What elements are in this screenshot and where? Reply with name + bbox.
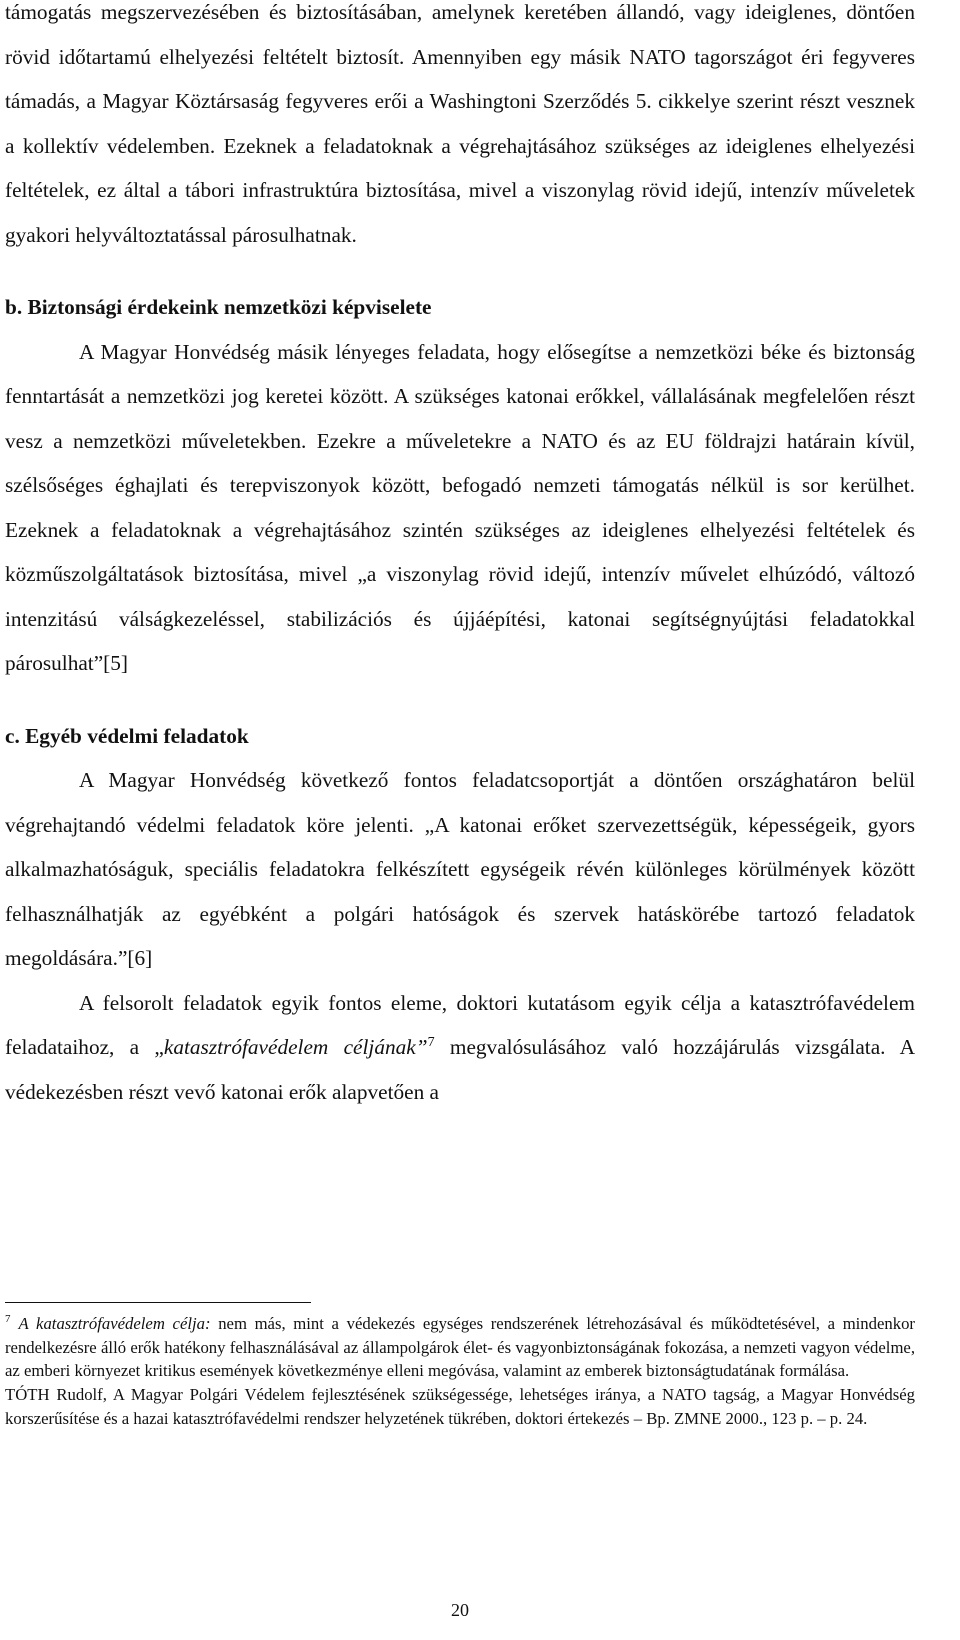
- footnotes: [5, 1312, 915, 1431]
- paragraph-4-start: A felsorolt feladatok egyik fontos eleme, doktori kutatásom egyik célja a katasztrófavédelem feladataihoz, a „: [5, 990, 915, 1059]
- footnote-separator: [5, 1302, 311, 1303]
- paragraph-2: A Magyar Honvédség másik lényeges feladata, hogy elősegítse a nemzetközi béke és biztonság fenntartását a nemzetközi jog keretei között. A szükséges katonai erőkkel, vállalásának megfelelően részt vesz a nemzetközi műveletekben. Ezekre a műveletekre a NATO és az EU földrajzi határain kívül, szélsőséges éghajlati és terepviszonyok között, befogadó nemzeti támogatás nélkül is sor kerülhet. Ezeknek a feladatoknak a végrehajtásához szintén szükséges az ideiglenes elhelyezési feltételek és közműszolgáltatások biztosítása, mivel „a viszonylag rövid idejű, intenzív művelet elhúzódó, változó intenzitású válságkezeléssel, stabilizációs és újjáépítési, katonai segítségnyújtási feladatokkal párosulhat”[5]: [5, 339, 915, 675]
- paragraph-3: A Magyar Honvédség következő fontos feladatcsoportját a döntően országhatáron belül végrehajtandó védelmi feladatok köre jelenti. „A katonai erőket szervezettségük, képességeik, gyors alkalmazhatóságuk, speciális feladatokra felkészített egységeik révén különleges körülmények között felhasználhatják az egyébként a polgári hatóságok és szervek hatáskörébe tartozó feladatok megoldására.”[6]: [5, 768, 915, 970]
- heading-c: c. Egyéb védelmi feladatok: [5, 723, 249, 748]
- document-page: [5, 0, 915, 1114]
- footnote-reference[interactable]: 7: [427, 1034, 435, 1050]
- footnote-term: A katasztrófavédelem célja:: [18, 1314, 211, 1333]
- footnote-text: nem más, mint a védekezés egységes rendszerének létrehozásával és működtetésével, a mindenkor rendelkezésre álló erők hatékony felhasználásával az állampolgárok élet- és vagyonbiztonságának fokozása, a nemzeti vagyon védelme, az emberi környezet kritikus események következménye elleni megóvása, valamint az emberek biztonságtudatának formálása.: [5, 1314, 915, 1381]
- paragraph-4-italic: katasztrófavédelem céljának”: [163, 1035, 428, 1059]
- paragraph-4: [5, 981, 915, 1115]
- spacer: [5, 686, 915, 714]
- spacer: [5, 257, 915, 285]
- paragraph-4-end: megvalósulásához való hozzájárulás vizsgálata. A védekezésben részt vevő katonai erők alapvetően a: [5, 1035, 915, 1104]
- paragraph-1: támogatás megszervezésében és biztosításában, amelynek keretében állandó, vagy ideiglenes, döntően rövid időtartamú elhelyezési feltételt biztosít. Amennyiben egy másik NATO tagországot éri fegyveres támadás, a Magyar Köztársaság fegyveres erői a Washingtoni Szerződés 5. cikkelye szerint részt vesznek a kollektív védelemben. Ezeknek a feladatoknak a végrehajtásához szükséges az ideiglenes elhelyezési feltételek, ez által a tábori infrastruktúra biztosítása, mivel a viszonylag rövid idejű, intenzív műveletek gyakori helyváltoztatással párosulhatnak.: [5, 0, 915, 247]
- footnote-number: 7: [5, 1313, 11, 1326]
- footnote-source: TÓTH Rudolf, A Magyar Polgári Védelem fejlesztésének szükségessége, lehetséges iránya, a NATO tagság, a Magyar Honvédség korszerűsítése és a hazai katasztrófavédelmi rendszer helyzetének tükrében, doktori értekezés – Bp. ZMNE 2000., 123 p. – p. 24.: [5, 1385, 915, 1428]
- footnote-7: [5, 1312, 915, 1383]
- page-number: 20: [451, 1600, 469, 1620]
- heading-b: b. Biztonsági érdekeink nemzetközi képviselete: [5, 295, 432, 319]
